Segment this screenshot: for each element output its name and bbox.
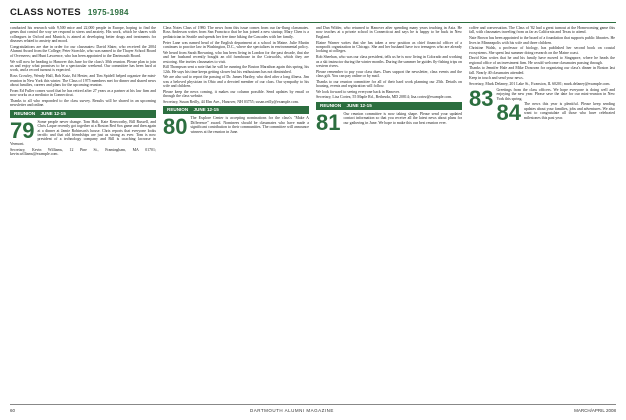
paragraph: Thanks to Jennifer Hale and Mike Donovan for organizing our class's dinner in Boston last fall. Nearly 40 classmates attended.	[469, 66, 615, 75]
page-number-left: 60	[10, 408, 16, 413]
paragraph: Thanks to all who responded to the class survey. Results will be shared in an upcoming newsletter and online.	[10, 98, 156, 108]
paragraph: We are also sad to report the passing of Dr. James Hartley, who died after a long illness. Jim was a beloved physician in Ohio and a devoted member of our class. Our sympathy to his wife and children.	[163, 75, 309, 89]
class-entry-text: Our reunion committee is now taking shape. Please send your updated contact information so that you receive all the latest news about plans for our gathering in June. We hope to make this our best reunion ever.	[343, 111, 462, 125]
class-entry-text: The Explore Center is accepting nominations for the class's "Make A Difference" award. Nominees should be classmates who have made a significant contribution to their communities. The committee will announce winners at the reunion in June.	[190, 116, 309, 134]
paragraph: Please keep the news coming, it makes our column possible. Send updates by email or through the class website.	[163, 89, 309, 99]
paragraph: Elaine Warner writes that she has taken a new position as chief financial officer of a nonprofit organization in Chicago. She and her husband have two teenagers who are already looking at colleges.	[316, 40, 462, 54]
class-entry	[163, 114, 309, 140]
column-3	[316, 26, 462, 398]
paragraph: Keep in touch and send your news.	[469, 76, 524, 81]
class-year-number: 81	[316, 109, 341, 135]
paragraph: Peter Lane was named head of the English department at a school in Maine. Julie Martin continues to practice law in Washington, D.C., where she specializes in environmental policy.	[163, 40, 309, 49]
column-4	[469, 26, 615, 398]
paragraph: Bill Thompson sent a note that he will be running the Boston Marathon again this spring, his 12th. He says his time keeps getting slower but his enthusiasm has not diminished.	[163, 65, 309, 74]
class-entry	[10, 117, 156, 147]
paragraph: Please remember to pay your class dues. Dues support the newsletter, class events and the class gift. You can pay online or by mail.	[316, 69, 462, 79]
reunion-date: JUNE 12-15	[40, 110, 66, 116]
magazine-name: DARTMOUTH ALUMNI MAGAZINE	[250, 408, 334, 413]
paragraph: coffee and conversation. The Class of '82 had a great turnout at the Homecoming game this fall, with classmates traveling from as far as California and Texas to attend.	[469, 26, 615, 35]
issue-date: MARCH/APRIL 2008	[574, 408, 616, 413]
class-entry	[316, 109, 462, 135]
class-years: 1975-1984	[87, 8, 129, 17]
class-entry-text: Greetings from the class officers. We hope everyone is doing well and enjoying the new year. Please save the date for our mini-reunion in New York this spring.	[496, 87, 615, 101]
class-year-number: 80	[163, 114, 188, 140]
reunion-band	[10, 110, 156, 118]
reunion-date: JUNE 12-15	[193, 107, 219, 113]
page-header	[10, 6, 616, 23]
paragraph: Rob Sheehan, who was our class president, tells us he is now living in Colorado and working as a ski instructor during the winter months. During the summer he guides fly-fishing trips on western rivers.	[316, 55, 462, 68]
reunion-date: JUNE 12-15	[346, 102, 372, 108]
paragraph: We heard from Sarah Browning, who has been living in London for the past decade, that she and her husband recently bought an old farmhouse in the Cotswolds, which they are restoring. She invites classmates to visit.	[163, 50, 309, 64]
paragraph: Thanks to our reunion committee for all of their hard work planning our 25th. Details on housing, events and registration will follow.	[316, 79, 462, 89]
paragraph: and Dan Wilder, who returned to Hanover after spending many years teaching in Asia. He now teaches at a private school in Connecticut and says he is happy to be back in New England.	[316, 26, 462, 39]
column-1	[10, 26, 156, 398]
class-year-number: 84	[496, 100, 521, 126]
reunion-label: REUNION	[14, 110, 36, 116]
section-title: CLASS NOTES	[10, 7, 81, 18]
secretary-line: Secretary, Kevin Williams, 12 Pine St., Framingham, MA 01701; kevin.williams@example.com.	[10, 147, 156, 156]
reunion-label: REUNION	[167, 107, 189, 113]
paragraph: We will now be heading to Hanover this June for the class's 30th reunion. Please plan to join us and enjoy what promises to be a spectacular weekend. Our committee has been hard at work, and a record turnout is expected.	[10, 59, 156, 73]
paragraph: conducted his research with 9,500 mice and 22,000 people in Europe, hoping to find the genes that control the way we respond to stress and anxiety. His work, which he shares with colleagues in Oxford and Munich, is aimed at developing better drugs and treatments for diseases related to anxiety and mood.	[10, 26, 156, 44]
secretary-line: Secretary, Susan Reilly, 44 Elm Ave., Hanover, NH 03755; susan.reilly@example.com.	[163, 99, 299, 104]
paragraph: Class Notes Class of 1980. The news from this issue comes from our far-flung classmates. Ross Anderson writes from San Francisco that he has joined a new startup; Mary Chen is a pediatrician in Seattle and spends her free time hiking the Cascades with her family.	[163, 26, 309, 39]
class-year-number: 79	[10, 117, 35, 143]
page-footer	[10, 404, 616, 415]
paragraph: Nate Brown has been appointed to the board of a foundation that supports public libraries. He lives in Minneapolis with his wife and three children.	[469, 36, 615, 45]
reunion-label: REUNION	[320, 102, 342, 108]
reunion-band	[316, 102, 462, 110]
paragraph: Congratulations are due in order for our classmates: David Slater, who received the 2004 Alumni Award from the College; Peter Stoeckle, who was named to the Thayer School Board of Overseers; and Hunt Lawrence, who has been appointed to the Dartmouth Board.	[10, 45, 156, 58]
class-entry-text: Some people never change. Tom Holt, Kate Kenworthy, Bill Russell, and Chris Laque recently got together at a Boston Red Sox game and then again at a dinner at Jamie Robinson's house. Chris reports that everyone looks terrific and that old friendships are just as strong as ever. Tom is now president of a technology company and Bill is coaching lacrosse in Vermont.	[10, 119, 156, 146]
paragraph: Ross Crowley, Wendy Hall, Bob Kutz, Ed Hester, and Tim Spidell helped organize the mini-reunion in New York this winter. The Class of 1975 members met for dinner and shared news about families, careers and plans for the upcoming reunion.	[10, 74, 156, 87]
paragraph: Christine Walsh, a professor of biology, has published her second book on coastal ecosystems. She spent last summer doing research on the Maine coast.	[469, 46, 615, 55]
paragraph: David Kim writes that he and his family have moved to Singapore, where he heads the regional office of an investment firm. He would welcome classmates passing through.	[469, 56, 615, 65]
class-entry-text: The news this year is plentiful. Please keep sending updates about your families, jobs and adventures. We also want to congratulate all those who have celebrated milestones this past year.	[523, 102, 615, 120]
class-year-number: 83	[469, 85, 494, 111]
secretary-line: Secretary, Mark Delaney, 201 Lake St., Evanston, IL 60201; mark.delaney@example.com.	[469, 82, 611, 87]
paragraph: From Ed Fuller comes word that he has retired after 27 years as a partner at his law firm and now works as a mediator in Connecticut.	[10, 88, 156, 98]
paragraph: We look forward to seeing everyone back in Hanover.	[316, 89, 400, 94]
secretary-line: Secretary, Lisa Cortez, 55 Maple Rd., Bethesda, MD 20814; lisa.cortez@example.com.	[316, 95, 453, 100]
reunion-band	[163, 106, 309, 114]
column-2	[163, 26, 309, 398]
